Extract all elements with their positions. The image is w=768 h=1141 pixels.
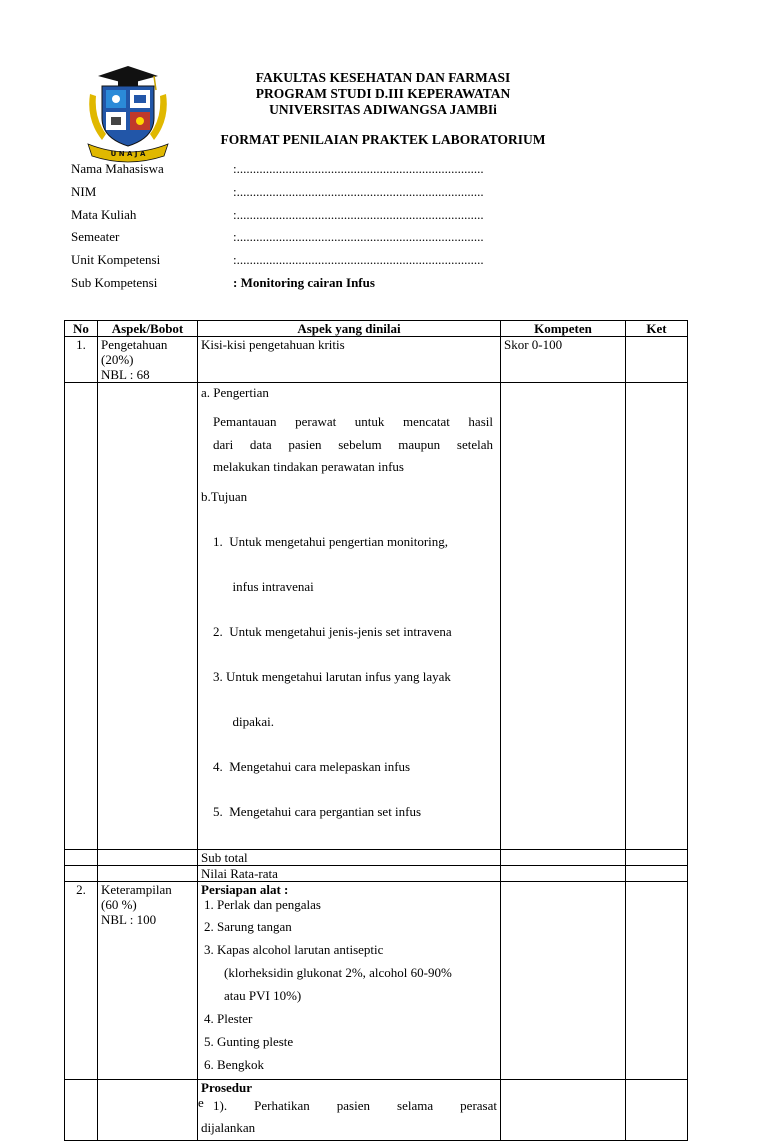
ket-cell[interactable] [626, 881, 688, 1079]
list-item: 3. Kapas alcohol larutan antiseptic [204, 941, 384, 957]
dinilai-cell: Kisi-kisi pengetahuan kritis [198, 337, 501, 383]
prosedur-heading: Prosedur [201, 1079, 253, 1095]
table-header-row [65, 321, 688, 337]
list-item: 2. Sarung tangan [204, 918, 292, 934]
kompeten-cell[interactable] [501, 383, 626, 850]
pengertian-text: Pemantauan perawat untuk mencatat hasil dari data pasien sebelum maupun setelah melakukan tindakan perawatan infus [213, 414, 493, 474]
header-kompeten: Kompeten [501, 321, 626, 337]
header-no: No [65, 321, 98, 337]
university-name: UNIVERSITAS ADIWANGSA JAMBIi [269, 102, 497, 117]
field-label: Mata Kuliah [71, 206, 137, 222]
dinilai-cell [198, 383, 501, 850]
field-value[interactable]: :............................................................................ [233, 206, 484, 222]
tujuan-heading: b.Tujuan [201, 488, 248, 504]
kompeten-cell[interactable] [501, 881, 626, 1079]
header-dinilai: Aspek yang dinilai [198, 321, 501, 337]
aspek-cell [98, 881, 198, 1079]
list-item: 4. Mengetahui cara melepaskan infus [213, 758, 411, 774]
field-value[interactable]: :............................................................................ [233, 183, 484, 199]
aspek-nbl: NBL : 100 [101, 911, 157, 927]
aspek-cell [98, 865, 198, 881]
table-row [65, 1079, 688, 1140]
aspek-weight: (60 %) [101, 896, 137, 912]
kompeten-cell[interactable] [501, 865, 626, 881]
field-value[interactable]: :............................................................................ [233, 229, 484, 245]
header-ket: Ket [626, 321, 688, 337]
field-label: Unit Kompetensi [71, 252, 161, 268]
persiapan-heading: Persiapan alat : [201, 881, 289, 897]
aspek-name: Keterampilan [101, 881, 172, 897]
ket-cell[interactable] [626, 865, 688, 881]
rata-rata-label: Nilai Rata-rata [198, 865, 501, 881]
aspek-nbl: NBL : 68 [101, 367, 150, 382]
field-value[interactable]: :............................................................................ [233, 161, 484, 176]
ket-cell[interactable] [626, 337, 688, 383]
field-value[interactable]: :............................................................................ [233, 252, 484, 268]
program-name: PROGRAM STUDI D.III KEPERAWATAN [255, 86, 511, 101]
list-item: 4. Plester [204, 1010, 253, 1026]
field-label: Semeater [71, 229, 120, 245]
table-row [65, 383, 688, 850]
header-aspek: Aspek/Bobot [98, 321, 198, 337]
row-number: 1. [65, 337, 98, 383]
svg-text:U N A J A: U N A J A [110, 150, 146, 158]
table-row [65, 337, 688, 383]
faculty-name: FAKULTAS KESEHATAN DAN FARMASI [255, 70, 511, 85]
ket-cell[interactable] [626, 849, 688, 865]
row-number: 2. [65, 881, 98, 1079]
aspek-cell [98, 383, 198, 850]
kompeten-cell[interactable] [501, 849, 626, 865]
aspek-cell [98, 337, 198, 383]
list-item: 6. Bengkok [204, 1056, 264, 1072]
persiapan-list [201, 897, 497, 1075]
field-label: NIM [71, 183, 97, 199]
list-item: 2. Untuk mengetahui jenis-jenis set intravena [213, 623, 452, 639]
list-item: 5. Mengetahui cara pergantian set infus [213, 803, 422, 819]
row-number [65, 383, 98, 850]
subtotal-label: Sub total [198, 849, 501, 865]
list-item: 3. Untuk mengetahui larutan infus yang layak [213, 668, 451, 684]
field-value: : Monitoring cairan Infus [233, 274, 375, 290]
table-row [65, 881, 688, 1079]
table-row [65, 865, 688, 881]
aspek-name: Pengetahuan [101, 337, 168, 352]
kompeten-cell: Skor 0-100 [501, 337, 626, 383]
dinilai-cell [198, 1079, 501, 1140]
institution-header [150, 70, 616, 118]
list-item: 1. Perlak dan pengalas [204, 896, 321, 912]
row-number [65, 1079, 98, 1140]
list-item: infus intravenai [213, 578, 314, 594]
list-item: 5. Gunting pleste [204, 1033, 294, 1049]
pengertian-heading: a. Pengertian [201, 385, 269, 400]
tujuan-list [201, 504, 497, 849]
stray-mark: e [198, 1094, 204, 1110]
ket-cell[interactable] [626, 1079, 688, 1140]
row-number [65, 865, 98, 881]
form-title: FORMAT PENILAIAN PRAKTEK LABORATORIUM [220, 132, 546, 147]
kompeten-cell[interactable] [501, 1079, 626, 1140]
aspek-weight: (20%) [101, 352, 134, 367]
prosedur-text: e 1). Perhatikan pasien selama perasat dijalankan [198, 1094, 497, 1135]
ket-cell[interactable] [626, 383, 688, 850]
list-item: (klorheksidin glukonat 2%, alcohol 60-90% [224, 964, 452, 980]
row-number [65, 849, 98, 865]
aspek-cell [98, 1079, 198, 1140]
field-label: Sub Kompetensi [71, 274, 158, 290]
list-item: 1. Untuk mengetahui pengertian monitoring, [213, 533, 449, 549]
list-item: atau PVI 10%) [224, 987, 302, 1003]
aspek-cell [98, 849, 198, 865]
list-item: dipakai. [213, 713, 275, 729]
field-label: Nama Mahasiswa [71, 161, 164, 176]
table-row [65, 849, 688, 865]
assessment-table [64, 320, 688, 1141]
dinilai-cell [198, 881, 501, 1079]
